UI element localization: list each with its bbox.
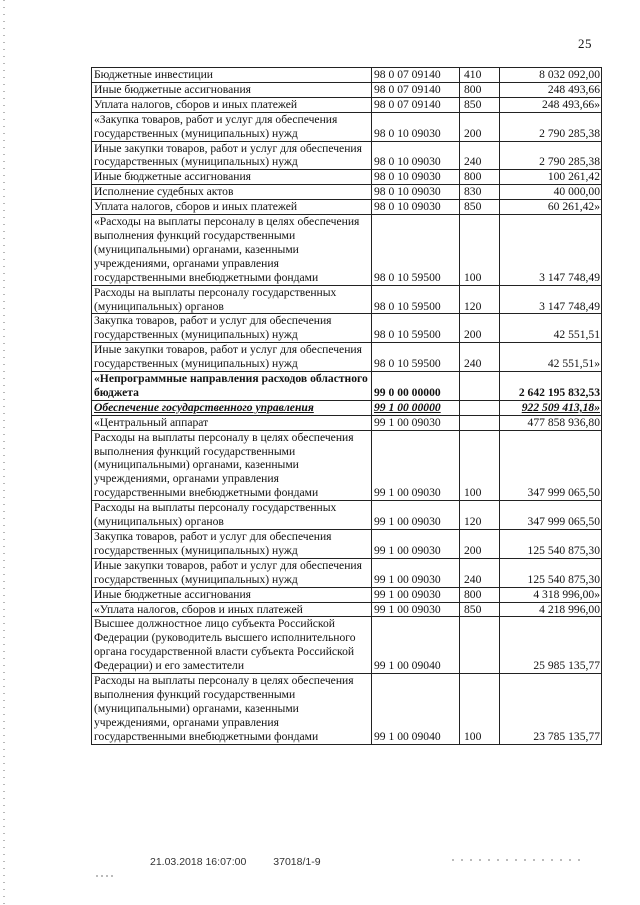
kind-cell: 100 xyxy=(460,215,500,286)
code-cell: 98 0 07 09140 xyxy=(372,82,460,97)
table-row xyxy=(92,170,602,185)
name-cell: Расходы на выплаты персоналу государственных (муниципальных) органов xyxy=(92,501,372,530)
code-cell: 98 0 10 09030 xyxy=(372,200,460,215)
amount-cell: 4 318 996,00» xyxy=(500,587,602,602)
amount-cell: 4 218 996,00 xyxy=(500,602,602,617)
table-row xyxy=(92,501,602,530)
code-cell: 99 1 00 09040 xyxy=(372,674,460,745)
name-cell: Бюджетные инвестиции xyxy=(92,68,372,83)
amount-cell: 3 147 748,49 xyxy=(500,285,602,314)
kind-cell: 410 xyxy=(460,68,500,83)
table-row xyxy=(92,587,602,602)
code-cell: 99 1 00 09030 xyxy=(372,430,460,501)
name-cell: «Закупка товаров, работ и услуг для обеспечения государственных (муниципальных) нужд xyxy=(92,112,372,141)
table-row xyxy=(92,674,602,745)
amount-cell: 922 509 413,18» xyxy=(500,400,602,415)
amount-cell: 25 985 135,77 xyxy=(500,617,602,674)
table-row xyxy=(92,68,602,83)
kind-cell: 240 xyxy=(460,558,500,587)
footer xyxy=(150,856,321,868)
name-cell: Расходы на выплаты персоналу в целях обеспечения выполнения функций государственными (муниципальными) органами, казенными учреждениями, органами управления государственными внебюджетными фондами xyxy=(92,674,372,745)
code-cell: 98 0 10 09030 xyxy=(372,185,460,200)
kind-cell: 850 xyxy=(460,200,500,215)
name-cell: Иные закупки товаров, работ и услуг для обеспечения государственных (муниципальных) нужд xyxy=(92,343,372,372)
code-cell: 99 1 00 09030 xyxy=(372,602,460,617)
kind-cell: 240 xyxy=(460,141,500,170)
code-cell: 98 0 07 09140 xyxy=(372,97,460,112)
name-cell: Расходы на выплаты персоналу государственных (муниципальных) органов xyxy=(92,285,372,314)
budget-table xyxy=(91,67,602,745)
table-row xyxy=(92,558,602,587)
kind-cell: 100 xyxy=(460,430,500,501)
code-cell: 98 0 10 09030 xyxy=(372,112,460,141)
name-cell: «Уплата налогов, сборов и иных платежей xyxy=(92,602,372,617)
footer-timestamp: 21.03.2018 16:07:00 xyxy=(150,856,247,868)
amount-cell: 347 999 065,50 xyxy=(500,501,602,530)
table-row xyxy=(92,343,602,372)
name-cell: Уплата налогов, сборов и иных платежей xyxy=(92,200,372,215)
table-row xyxy=(92,97,602,112)
kind-cell: 200 xyxy=(460,314,500,343)
amount-cell: 125 540 875,30 xyxy=(500,558,602,587)
code-cell: 98 0 07 09140 xyxy=(372,68,460,83)
amount-cell: 248 493,66 xyxy=(500,82,602,97)
code-cell: 98 0 10 59500 xyxy=(372,285,460,314)
code-cell: 99 1 00 09030 xyxy=(372,587,460,602)
code-cell: 99 1 00 09030 xyxy=(372,501,460,530)
amount-cell: 248 493,66» xyxy=(500,97,602,112)
code-cell: 99 1 00 09030 xyxy=(372,415,460,430)
code-cell: 98 0 10 59500 xyxy=(372,215,460,286)
kind-cell: 800 xyxy=(460,587,500,602)
amount-cell: 125 540 875,30 xyxy=(500,530,602,559)
code-cell: 98 0 10 09030 xyxy=(372,170,460,185)
amount-cell: 42 551,51» xyxy=(500,343,602,372)
kind-cell: 850 xyxy=(460,602,500,617)
scan-dots xyxy=(452,859,582,861)
table-row xyxy=(92,415,602,430)
kind-cell: 850 xyxy=(460,97,500,112)
code-cell: 99 0 00 00000 xyxy=(372,372,460,401)
name-cell: Закупка товаров, работ и услуг для обеспечения государственных (муниципальных) нужд xyxy=(92,530,372,559)
scan-edge-dots xyxy=(3,0,5,905)
amount-cell: 60 261,42» xyxy=(500,200,602,215)
table-row xyxy=(92,200,602,215)
code-cell: 98 0 10 59500 xyxy=(372,314,460,343)
code-cell: 99 1 00 00000 xyxy=(372,400,460,415)
kind-cell: 120 xyxy=(460,285,500,314)
code-cell: 98 0 10 09030 xyxy=(372,141,460,170)
name-cell: Закупка товаров, работ и услуг для обеспечения государственных (муниципальных) нужд xyxy=(92,314,372,343)
kind-cell xyxy=(460,415,500,430)
table-row xyxy=(92,141,602,170)
amount-cell: 3 147 748,49 xyxy=(500,215,602,286)
kind-cell: 800 xyxy=(460,82,500,97)
amount-cell: 23 785 135,77 xyxy=(500,674,602,745)
table-row xyxy=(92,285,602,314)
code-cell: 99 1 00 09030 xyxy=(372,558,460,587)
code-cell: 99 1 00 09040 xyxy=(372,617,460,674)
kind-cell: 120 xyxy=(460,501,500,530)
table-row xyxy=(92,372,602,401)
kind-cell: 200 xyxy=(460,530,500,559)
amount-cell: 100 261,42 xyxy=(500,170,602,185)
kind-cell: 200 xyxy=(460,112,500,141)
table-row xyxy=(92,530,602,559)
table-row xyxy=(92,602,602,617)
amount-cell: 42 551,51 xyxy=(500,314,602,343)
name-cell: Иные бюджетные ассигнования xyxy=(92,587,372,602)
name-cell: «Непрограммные направления расходов областного бюджета xyxy=(92,372,372,401)
amount-cell: 477 858 936,80 xyxy=(500,415,602,430)
name-cell: Иные закупки товаров, работ и услуг для обеспечения государственных (муниципальных) нужд xyxy=(92,141,372,170)
scan-mark xyxy=(96,875,114,877)
name-cell: Иные бюджетные ассигнования xyxy=(92,170,372,185)
kind-cell xyxy=(460,400,500,415)
table-row xyxy=(92,617,602,674)
name-cell: «Расходы на выплаты персоналу в целях обеспечения выполнения функций государственными (муниципальными) органами, казенными учреждениями, органами управления государственными внебюджетными фондами xyxy=(92,215,372,286)
kind-cell xyxy=(460,617,500,674)
name-cell: Обеспечение государственного управления xyxy=(92,400,372,415)
amount-cell: 40 000,00 xyxy=(500,185,602,200)
amount-cell: 2 642 195 832,53 xyxy=(500,372,602,401)
kind-cell: 240 xyxy=(460,343,500,372)
table-row xyxy=(92,82,602,97)
code-cell: 99 1 00 09030 xyxy=(372,530,460,559)
name-cell: Высшее должностное лицо субъекта Российской Федерации (руководитель высшего исполнительного органа государственной власти субъекта Российской Федерации) и его заместители xyxy=(92,617,372,674)
name-cell: Иные бюджетные ассигнования xyxy=(92,82,372,97)
page-number: 25 xyxy=(578,36,592,51)
name-cell: «Центральный аппарат xyxy=(92,415,372,430)
table-row xyxy=(92,215,602,286)
name-cell: Иные закупки товаров, работ и услуг для обеспечения государственных (муниципальных) нужд xyxy=(92,558,372,587)
table-row xyxy=(92,112,602,141)
amount-cell: 8 032 092,00 xyxy=(500,68,602,83)
table-row xyxy=(92,185,602,200)
table-row xyxy=(92,314,602,343)
table-row xyxy=(92,430,602,501)
name-cell: Уплата налогов, сборов и иных платежей xyxy=(92,97,372,112)
table-row xyxy=(92,400,602,415)
amount-cell: 347 999 065,50 xyxy=(500,430,602,501)
kind-cell: 830 xyxy=(460,185,500,200)
footer-doc-id: 37018/1-9 xyxy=(273,856,321,868)
kind-cell: 800 xyxy=(460,170,500,185)
code-cell: 98 0 10 59500 xyxy=(372,343,460,372)
amount-cell: 2 790 285,38 xyxy=(500,112,602,141)
name-cell: Исполнение судебных актов xyxy=(92,185,372,200)
name-cell: Расходы на выплаты персоналу в целях обеспечения выполнения функций государственными (муниципальными) органами, казенными учреждениями, органами управления государственными внебюджетными фондами xyxy=(92,430,372,501)
kind-cell xyxy=(460,372,500,401)
kind-cell: 100 xyxy=(460,674,500,745)
amount-cell: 2 790 285,38 xyxy=(500,141,602,170)
